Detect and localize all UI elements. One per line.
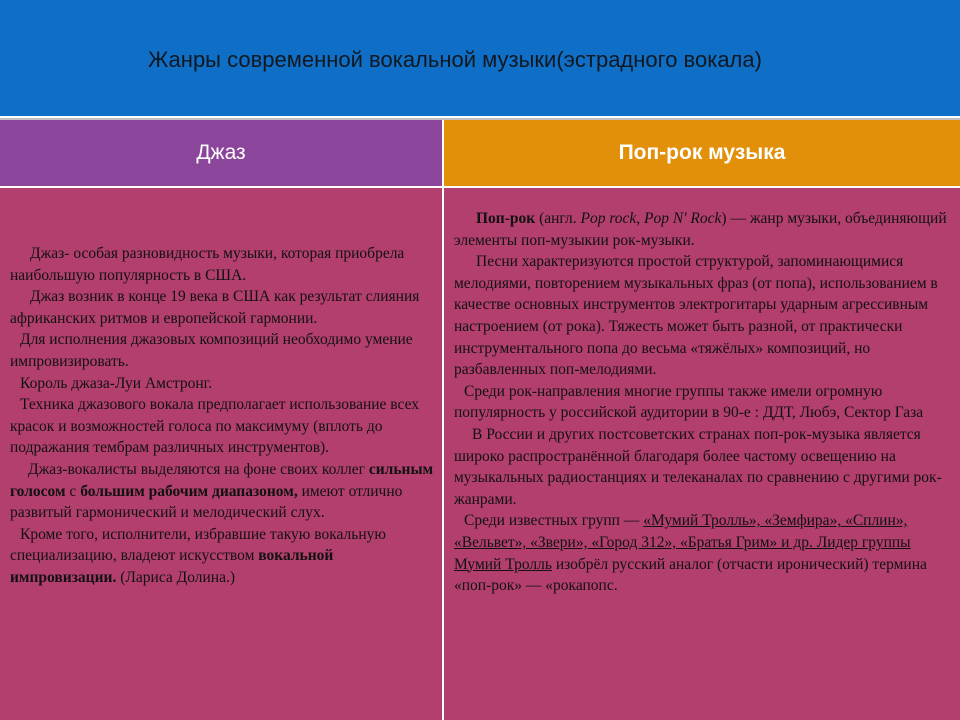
jazz-bold-text: большим рабочим диапазоном,	[80, 482, 298, 500]
poprock-paragraph: В России и других постсоветских странах поп-рок-музыка является широко распространённой благодаря более частому освещению на музыкальных радиостанциях и телеканалах по сравнению с другими рок-жанрами.	[454, 425, 942, 508]
poprock-paragraph	[454, 208, 952, 251]
poprock-text: Среди известных групп —	[464, 512, 644, 530]
title-band	[0, 0, 960, 118]
poprock-paragraph: Песни характеризуются простой структурой, запоминающимися мелодиями, повторением музыкальных фраз (от попа), использованием в качестве основных инструментов электрогитары ударным агрессивным настроением (от рока). Тяжесть может быть разной, от практически инструментального попа до весьма «тяжёлых» композиций, но разбавленных поп-мелодиями.	[454, 253, 938, 379]
poprock-text: ) — жанр музыки, объединяющий элементы поп-музыкии рок-музыки.	[454, 210, 947, 249]
jazz-text: с	[65, 482, 81, 500]
poprock-italic-text: Pop rock, Pop N' Rock	[580, 210, 722, 227]
jazz-paragraph: Техника джазового вокала предполагает использование всех красок и возможностей голоса по максимуму (вплоть до подражания тембрам различных инструментов).	[10, 396, 420, 457]
poprock-paragraph	[454, 510, 952, 596]
header-column-divider	[442, 120, 444, 188]
poprock-column-header: Поп-рок музыка	[444, 120, 960, 186]
poprock-bold-text: Поп-рок	[476, 210, 536, 227]
poprock-text-cell	[444, 188, 960, 720]
jazz-paragraph	[10, 459, 434, 524]
jazz-paragraph: Король джаза-Луи Амстронг.	[20, 374, 213, 392]
jazz-bold-text: сильным голосом	[10, 460, 434, 500]
jazz-text: имеют отлично развитый гармонический и мелодический слух.	[10, 482, 403, 522]
jazz-paragraph: Джаз возник в конце 19 века в США как результат слияния африканских ритмов и европейской гармонии.	[10, 288, 420, 327]
jazz-paragraph: Для исполнения джазовых композиций необходимо умение импровизировать.	[10, 331, 413, 370]
poprock-paragraph: Среди рок-направления многие группы также имели огромную популярность у российской аудитории в 90-е : ДДТ, Любэ, Сектор Газа	[454, 382, 924, 422]
poprock-text: изобрёл русский аналог (отчасти иронический) термина «поп-рок» — «рокапопс.	[454, 555, 927, 595]
jazz-text: Кроме того, исполнители, избравшие такую вокальную специализацию, владеют искусством	[10, 525, 386, 565]
jazz-bold-text: вокальной импровизации.	[10, 547, 334, 586]
jazz-paragraph: Джаз- особая разновидность музыки, которая приобрела наибольшую популярность в США.	[10, 245, 405, 284]
jazz-column-header: Джаз	[0, 120, 442, 186]
jazz-text: (Лариса Долина.)	[116, 568, 236, 586]
jazz-paragraph	[10, 524, 434, 589]
slide-title: Жанры современной вокальной музыки(эстрадного вокала)	[148, 47, 762, 72]
poprock-text: (англ.	[535, 210, 581, 227]
bands-link[interactable]: «Мумий Тролль», «Земфира», «Сплин», «Вельвет», «Звери», «Город 312», «Братья Грим» и др. Лидер группы Мумий Тролль	[454, 512, 911, 573]
jazz-text: Джаз-вокалисты выделяются на фоне своих коллег	[28, 460, 369, 478]
jazz-text-cell	[0, 188, 442, 720]
